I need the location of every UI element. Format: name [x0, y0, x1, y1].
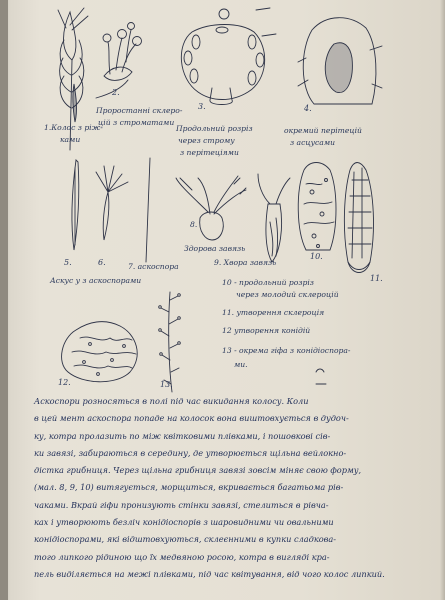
paragraph-line-1: Аскоспори розносяться в полі під час викидання колосу. Коли [34, 396, 309, 406]
caption-1-cont: ками [60, 135, 81, 144]
paragraph-line-4: ки завязі, забираються в середину, де утворюється щільна вейлокно- [34, 447, 347, 458]
paragraph-line-5: дістка грибниця. Через щільна грибниця завязі зовсім міняє свою форму, [34, 465, 362, 476]
figure-number-6: 6. [98, 258, 106, 267]
pencil-marks [316, 369, 326, 384]
figure-number-13: 13. [160, 380, 173, 389]
drawing-6-ascospores [96, 166, 128, 240]
caption-8: Здорова завязь [184, 244, 246, 253]
caption-7: 7. аскоспора [128, 262, 179, 271]
caption-12: 12 утворення конідій [222, 326, 311, 335]
caption-5: Аскус у з аскоспорами [50, 276, 142, 285]
drawing-12-conidia [62, 322, 138, 382]
paragraph-line-9: конідіоспорами, які відштовхуються, склеєнними в купки сладкова- [34, 534, 337, 545]
caption-4: окремий перітецій [284, 126, 362, 135]
drawing-5-ascus [72, 160, 79, 250]
caption-10: 10 - продольний розріз [222, 278, 314, 287]
caption-10-cont: через молодий склероцій [236, 290, 339, 299]
paragraph-line-8: ках і утворюють безліч конідіоспорів з шаровидними чи овальними [34, 517, 334, 528]
caption-13: 13 - окрема гіфа з конідіоспора- [222, 346, 351, 355]
figure-number-10: 10. [310, 252, 323, 261]
caption-2-cont: цій з строматами [98, 118, 175, 127]
body-paragraph [34, 393, 438, 583]
caption-13-cont: ми. [234, 360, 248, 369]
figure-number-2: 2. [112, 88, 120, 97]
paragraph-line-2: в цей мент аскоспора попаде на колосок вона виштовхується в дудоч- [34, 413, 349, 424]
drawing-7-ascospore [146, 158, 150, 262]
drawing-3-stroma-section [181, 8, 276, 105]
caption-9: 9. Хвора завязь [214, 258, 277, 267]
caption-3: Продольний розріз [176, 124, 253, 133]
caption-8-number: 8. [190, 220, 198, 229]
caption-3-cont: через строму [178, 136, 235, 145]
caption-11: 11. утворення склероція [222, 308, 325, 317]
figure-number-11: 11. [370, 274, 383, 283]
paragraph-line-11: пель виділяється на межі плівками, під час квітування, від чого колос липкий. [34, 568, 385, 579]
figure-number-4: 4. [304, 104, 312, 113]
caption-2: Проростанні склеро- [96, 106, 183, 115]
drawing-2-sclerotia-with-stromata [96, 23, 142, 99]
paragraph-line-10: того липкого рідиною що їх медвяною росою, котра в вигляді кра- [34, 551, 330, 562]
drawing-10-sclerotium-section [298, 163, 336, 251]
drawing-8-healthy-ovary [176, 176, 246, 240]
caption-3-cont2: з перітеціями [180, 148, 239, 157]
caption-1: 1.Колос з ріж- [44, 123, 103, 132]
paragraph-line-6: (мал. 8, 9, 10) витягується, морщиться, вкривається багатьома рів- [34, 482, 344, 493]
caption-4-cont: з асцусами [290, 138, 336, 147]
paragraph-line-3: ку, котра пролазить по між квітковими плівками, і пошовкові сів- [34, 430, 331, 441]
figure-number-5: 5. [64, 258, 72, 267]
figure-number-3: 3. [198, 102, 206, 111]
paragraph-line-7: чаками. Вкрай гіфи пронизують стінки завязі, стелиться в рівча- [34, 499, 329, 510]
drawing-13-hypha-conidiospores [159, 292, 181, 392]
figure-number-12: 12. [58, 378, 71, 387]
drawing-11-sclerotium-formation [344, 163, 373, 273]
drawing-9-diseased-ovary [258, 174, 290, 262]
drawing-4-perithecium [298, 18, 382, 104]
